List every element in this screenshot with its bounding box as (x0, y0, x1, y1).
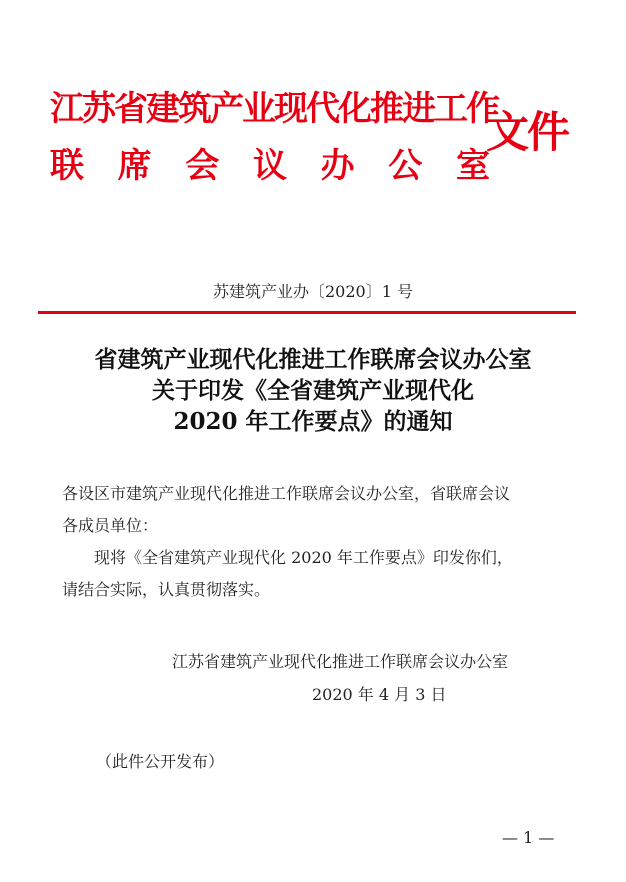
salutation-line: 各设区市建筑产业现代化推进工作联席会议办公室，省联席会议 (62, 484, 511, 503)
body-paragraph-line: 请结合实际，认真贯彻落实。 (62, 580, 271, 599)
title-line: 省建筑产业现代化推进工作联席会议办公室 (94, 346, 532, 373)
title-line: 关于印发《全省建筑产业现代化 (152, 377, 474, 404)
letterhead-doc-type: 文件 (486, 108, 568, 158)
page-number: — 1 — (502, 828, 555, 847)
letterhead-char: 联 (50, 146, 84, 186)
letterhead-char: 办 (320, 146, 355, 186)
letterhead-char: 公 (388, 146, 423, 186)
letterhead-char: 室 (455, 146, 490, 186)
body-paragraph-line: 现将《全省建筑产业现代化 2020 年工作要点》印发你们， (62, 548, 513, 567)
document-number: 苏建筑产业办〔2020〕1 号 (213, 282, 413, 301)
document-title (0, 344, 626, 437)
issuer-signature: 江苏省建筑产业现代化推进工作联席会议办公室 (172, 652, 509, 671)
letterhead-org-line1: 江苏省建筑产业现代化推进工作 (50, 89, 498, 129)
letterhead-char: 会 (185, 146, 220, 186)
publish-note: （此件公开发布） (96, 752, 225, 771)
letterhead-char: 席 (117, 146, 152, 186)
letterhead-org-line2 (50, 145, 490, 187)
issue-date: 2020 年 4 月 3 日 (312, 685, 447, 704)
letterhead-char: 议 (252, 146, 287, 186)
salutation-line: 各成员单位： (62, 516, 159, 535)
title-line: 2020 年工作要点》的通知 (173, 408, 453, 435)
red-divider-rule (38, 311, 576, 314)
